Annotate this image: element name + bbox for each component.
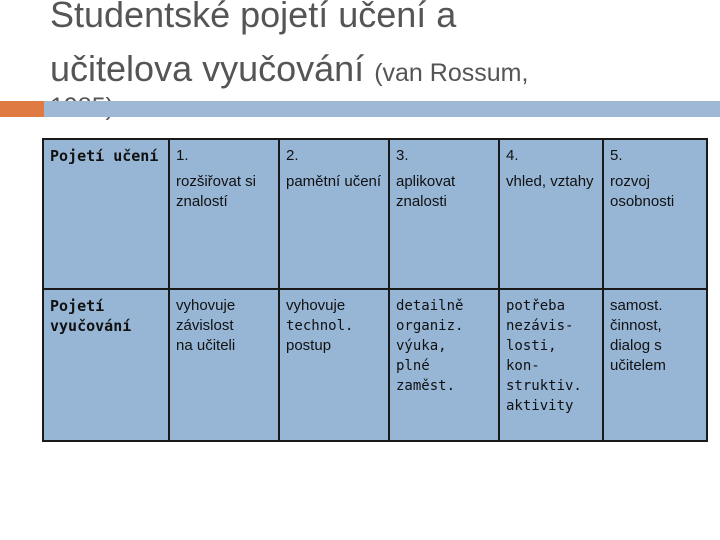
- row-label-teaching: Pojetí vyučování: [43, 289, 169, 441]
- cell-number: 4.: [506, 147, 519, 164]
- table-cell: [169, 139, 279, 289]
- cell-text: pamětní učení: [286, 173, 382, 190]
- table-cell: [603, 139, 707, 289]
- cell-line: technol.: [286, 318, 354, 334]
- cell-number: 2.: [286, 147, 299, 164]
- table-row: [43, 289, 707, 441]
- cell-text: vhled, vztahy: [506, 173, 594, 190]
- cell-line: postup: [286, 337, 332, 354]
- cell-line: na učiteli: [176, 337, 236, 354]
- cell-line: potřeba: [506, 298, 566, 314]
- cell-line: učitelem: [610, 357, 666, 374]
- title-line-1: Studentské pojetí učení a: [50, 0, 457, 35]
- cell-line: losti, kon-: [506, 338, 557, 374]
- accent-bar-blue: [44, 101, 720, 117]
- cell-number: 3.: [396, 147, 409, 164]
- cell-line: vyhovuje: [286, 297, 346, 314]
- table-cell: [169, 289, 279, 441]
- cell-line: závislost: [176, 317, 234, 334]
- cell-number: 5.: [610, 147, 623, 164]
- cell-line: samost.: [610, 297, 663, 314]
- title-line-2: [50, 42, 710, 100]
- table-cell: [279, 289, 389, 441]
- cell-line: činnost,: [610, 317, 662, 334]
- table-cell: [279, 139, 389, 289]
- slide-title: [50, 0, 710, 100]
- table-cell: [603, 289, 707, 441]
- cell-line: aktivity: [506, 398, 574, 414]
- comparison-table: [42, 138, 708, 442]
- cell-line: vyhovuje: [176, 297, 236, 314]
- table-cell: [499, 139, 603, 289]
- cell-text: rozšiřovat si znalostí: [176, 173, 257, 210]
- title-line-2-small: (van Rossum,: [374, 59, 529, 87]
- cell-line: dialog s: [610, 337, 662, 354]
- table-cell: [389, 289, 499, 441]
- table-cell: [389, 139, 499, 289]
- cell-text: aplikovat znalosti: [396, 173, 456, 210]
- table-cell: [499, 289, 603, 441]
- cell-line: detailně: [396, 298, 464, 314]
- cell-line: organiz.: [396, 318, 464, 334]
- cell-number: 1.: [176, 147, 189, 164]
- cell-line: plné: [396, 358, 430, 374]
- cell-text: rozvoj osobnosti: [610, 173, 675, 210]
- title-line-2-main: učitelova vyučování: [50, 48, 375, 89]
- row-label-learning: Pojetí učení: [43, 139, 169, 289]
- cell-line: struktiv.: [506, 378, 582, 394]
- cell-line: výuka,: [396, 338, 447, 354]
- cell-line: zaměst.: [396, 378, 456, 394]
- accent-bar-orange: [0, 101, 44, 117]
- cell-line: nezávis-: [506, 318, 574, 334]
- table-row: [43, 139, 707, 289]
